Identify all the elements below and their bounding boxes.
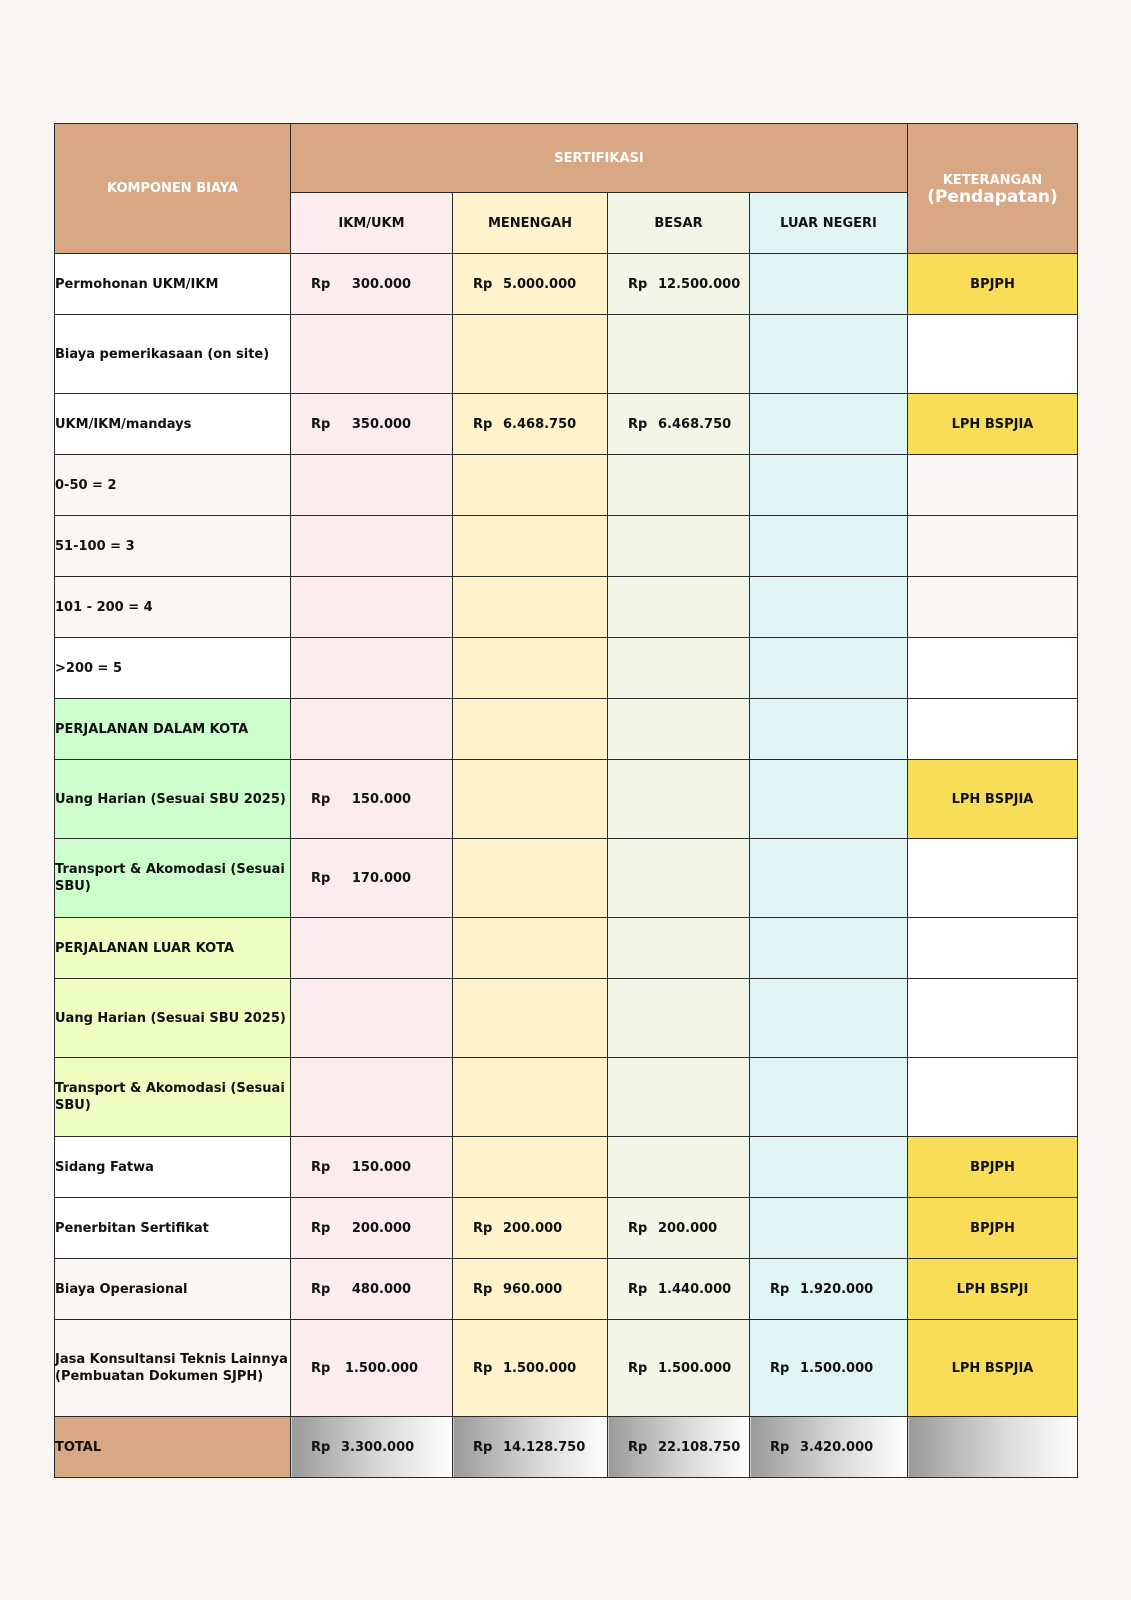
cell-bes bbox=[608, 1259, 750, 1320]
header-keterangan-sub: (Pendapatan) bbox=[927, 186, 1058, 207]
currency-label: Rp bbox=[311, 276, 331, 292]
total-luar bbox=[750, 1417, 908, 1478]
row-keterangan: BPJPH bbox=[908, 254, 1078, 315]
amount: 170.000 bbox=[351, 870, 412, 886]
amount: 150.000 bbox=[351, 791, 412, 807]
cost-table bbox=[54, 123, 1078, 1478]
amount: 150.000 bbox=[351, 1159, 412, 1175]
row-keterangan: LPH BSPJIA bbox=[908, 394, 1078, 455]
cell-men-empty bbox=[453, 577, 608, 638]
money-value bbox=[291, 1360, 452, 1377]
table-row bbox=[55, 1137, 1078, 1198]
amount: 14.128.750 bbox=[503, 1439, 586, 1455]
total-label: TOTAL bbox=[55, 1417, 291, 1478]
cell-ikm-empty bbox=[291, 1058, 453, 1137]
cell-ikm bbox=[291, 1320, 453, 1417]
currency-label: Rp bbox=[628, 1360, 648, 1376]
row-label: Sidang Fatwa bbox=[55, 1137, 291, 1198]
cell-luar bbox=[750, 1259, 908, 1320]
row-keterangan: LPH BSPJI bbox=[908, 1259, 1078, 1320]
cell-bes bbox=[608, 394, 750, 455]
currency-label: Rp bbox=[311, 1439, 331, 1455]
money-value bbox=[453, 1360, 607, 1377]
cell-ikm bbox=[291, 1198, 453, 1259]
row-label: PERJALANAN DALAM KOTA bbox=[55, 699, 291, 760]
cell-luar-empty bbox=[750, 839, 908, 918]
cell-bes bbox=[608, 254, 750, 315]
row-label: PERJALANAN LUAR KOTA bbox=[55, 918, 291, 979]
amount: 1.440.000 bbox=[658, 1281, 732, 1297]
money-value bbox=[608, 1360, 749, 1377]
money-value bbox=[291, 1159, 452, 1176]
cell-luar-empty bbox=[750, 1058, 908, 1137]
row-label: Uang Harian (Sesuai SBU 2025) bbox=[55, 760, 291, 839]
table-row bbox=[55, 1058, 1078, 1137]
row-keterangan bbox=[908, 979, 1078, 1058]
row-label: Biaya Operasional bbox=[55, 1259, 291, 1320]
header-keterangan bbox=[908, 124, 1078, 254]
table-body bbox=[55, 254, 1078, 1478]
row-keterangan bbox=[908, 516, 1078, 577]
cell-bes-empty bbox=[608, 516, 750, 577]
cell-bes-empty bbox=[608, 455, 750, 516]
amount: 1.500.000 bbox=[658, 1360, 732, 1376]
money-value bbox=[453, 1439, 607, 1456]
cell-ikm-empty bbox=[291, 455, 453, 516]
currency-label: Rp bbox=[473, 276, 493, 292]
cell-men-empty bbox=[453, 455, 608, 516]
money-value bbox=[291, 870, 452, 887]
cell-luar-empty bbox=[750, 979, 908, 1058]
table-row bbox=[55, 455, 1078, 516]
row-keterangan: LPH BSPJIA bbox=[908, 1320, 1078, 1417]
money-value bbox=[291, 1220, 452, 1237]
currency-label: Rp bbox=[311, 870, 331, 886]
table-row bbox=[55, 699, 1078, 760]
currency-label: Rp bbox=[311, 1159, 331, 1175]
currency-label: Rp bbox=[473, 1439, 493, 1455]
total-row bbox=[55, 1417, 1078, 1478]
amount: 480.000 bbox=[351, 1281, 412, 1297]
row-label: 101 - 200 = 4 bbox=[55, 577, 291, 638]
currency-label: Rp bbox=[770, 1360, 790, 1376]
cell-luar-empty bbox=[750, 638, 908, 699]
money-value bbox=[453, 276, 607, 293]
row-label: 51-100 = 3 bbox=[55, 516, 291, 577]
row-keterangan bbox=[908, 315, 1078, 394]
header-col-besar: BESAR bbox=[608, 193, 750, 254]
money-value bbox=[608, 1439, 749, 1456]
amount: 350.000 bbox=[351, 416, 412, 432]
table-row bbox=[55, 315, 1078, 394]
total-ikm bbox=[291, 1417, 453, 1478]
cell-luar-empty bbox=[750, 516, 908, 577]
header-komponen-biaya: KOMPONEN BIAYA bbox=[55, 124, 291, 254]
amount: 3.300.000 bbox=[341, 1439, 415, 1455]
money-value bbox=[291, 1281, 452, 1298]
table-row bbox=[55, 516, 1078, 577]
total-bes bbox=[608, 1417, 750, 1478]
header-col-menengah: MENENGAH bbox=[453, 193, 608, 254]
cell-men bbox=[453, 1320, 608, 1417]
cell-ikm-empty bbox=[291, 577, 453, 638]
row-label: 0-50 = 2 bbox=[55, 455, 291, 516]
currency-label: Rp bbox=[311, 416, 331, 432]
cell-ikm-empty bbox=[291, 979, 453, 1058]
amount: 300.000 bbox=[351, 276, 412, 292]
cell-ikm-empty bbox=[291, 918, 453, 979]
cell-luar-empty bbox=[750, 1137, 908, 1198]
cell-ikm bbox=[291, 1137, 453, 1198]
currency-label: Rp bbox=[628, 1439, 648, 1455]
row-label: Jasa Konsultansi Teknis Lainnya (Pembuatan Dokumen SJPH) bbox=[55, 1320, 291, 1417]
cell-men-empty bbox=[453, 699, 608, 760]
cell-luar-empty bbox=[750, 760, 908, 839]
table-row bbox=[55, 254, 1078, 315]
money-value bbox=[750, 1360, 907, 1377]
total-men bbox=[453, 1417, 608, 1478]
amount: 200.000 bbox=[658, 1220, 718, 1236]
cell-men-empty bbox=[453, 638, 608, 699]
header-col-luar-negeri: LUAR NEGERI bbox=[750, 193, 908, 254]
cell-luar-empty bbox=[750, 699, 908, 760]
amount: 3.420.000 bbox=[800, 1439, 874, 1455]
cell-bes bbox=[608, 1320, 750, 1417]
amount: 1.920.000 bbox=[800, 1281, 874, 1297]
cell-ikm-empty bbox=[291, 516, 453, 577]
cell-men-empty bbox=[453, 839, 608, 918]
header-keterangan-title: KETERANGAN bbox=[942, 172, 1043, 188]
currency-label: Rp bbox=[473, 1281, 493, 1297]
money-value bbox=[750, 1439, 907, 1456]
cell-bes-empty bbox=[608, 839, 750, 918]
row-label: UKM/IKM/mandays bbox=[55, 394, 291, 455]
row-label: Biaya pemerikasaan (on site) bbox=[55, 315, 291, 394]
table-row bbox=[55, 394, 1078, 455]
row-label: Transport & Akomodasi (Sesuai SBU) bbox=[55, 839, 291, 918]
cell-ikm bbox=[291, 760, 453, 839]
money-value bbox=[608, 276, 749, 293]
amount: 1.500.000 bbox=[503, 1360, 577, 1376]
row-keterangan: LPH BSPJIA bbox=[908, 760, 1078, 839]
cell-bes-empty bbox=[608, 315, 750, 394]
table-row bbox=[55, 1320, 1078, 1417]
amount: 5.000.000 bbox=[503, 276, 577, 292]
currency-label: Rp bbox=[628, 416, 648, 432]
row-keterangan bbox=[908, 839, 1078, 918]
table-row bbox=[55, 918, 1078, 979]
currency-label: Rp bbox=[770, 1281, 790, 1297]
cell-bes-empty bbox=[608, 577, 750, 638]
cell-men-empty bbox=[453, 1137, 608, 1198]
cell-ikm-empty bbox=[291, 315, 453, 394]
currency-label: Rp bbox=[628, 1281, 648, 1297]
cell-men bbox=[453, 1259, 608, 1320]
row-keterangan bbox=[908, 1058, 1078, 1137]
cell-ikm bbox=[291, 394, 453, 455]
cell-men-empty bbox=[453, 1058, 608, 1137]
cell-men bbox=[453, 394, 608, 455]
table-row bbox=[55, 577, 1078, 638]
amount: 6.468.750 bbox=[658, 416, 732, 432]
cell-men bbox=[453, 254, 608, 315]
currency-label: Rp bbox=[770, 1439, 790, 1455]
row-keterangan bbox=[908, 455, 1078, 516]
amount: 960.000 bbox=[503, 1281, 563, 1297]
cell-luar-empty bbox=[750, 315, 908, 394]
money-value bbox=[291, 1439, 452, 1456]
row-keterangan bbox=[908, 918, 1078, 979]
table-row bbox=[55, 1198, 1078, 1259]
table-row bbox=[55, 1259, 1078, 1320]
cell-men-empty bbox=[453, 315, 608, 394]
currency-label: Rp bbox=[473, 1220, 493, 1236]
cell-bes-empty bbox=[608, 1137, 750, 1198]
cell-luar-empty bbox=[750, 254, 908, 315]
cell-bes-empty bbox=[608, 1058, 750, 1137]
currency-label: Rp bbox=[311, 1360, 331, 1376]
row-label: Penerbitan Sertifikat bbox=[55, 1198, 291, 1259]
cell-men-empty bbox=[453, 918, 608, 979]
cell-ikm-empty bbox=[291, 638, 453, 699]
table-row bbox=[55, 839, 1078, 918]
money-value bbox=[453, 416, 607, 433]
table-row bbox=[55, 979, 1078, 1058]
row-label: >200 = 5 bbox=[55, 638, 291, 699]
money-value bbox=[291, 276, 452, 293]
cell-ikm-empty bbox=[291, 699, 453, 760]
cell-luar-empty bbox=[750, 1198, 908, 1259]
currency-label: Rp bbox=[628, 1220, 648, 1236]
currency-label: Rp bbox=[473, 416, 493, 432]
header-sertifikasi: SERTIFIKASI bbox=[291, 124, 908, 193]
row-keterangan bbox=[908, 577, 1078, 638]
row-label: Transport & Akomodasi (Sesuai SBU) bbox=[55, 1058, 291, 1137]
money-value bbox=[608, 416, 749, 433]
currency-label: Rp bbox=[311, 1281, 331, 1297]
table-row bbox=[55, 638, 1078, 699]
header-col-ikm-ukm: IKM/UKM bbox=[291, 193, 453, 254]
cell-bes-empty bbox=[608, 918, 750, 979]
amount: 200.000 bbox=[351, 1220, 412, 1236]
amount: 200.000 bbox=[503, 1220, 563, 1236]
total-keterangan bbox=[908, 1417, 1078, 1478]
cell-bes-empty bbox=[608, 760, 750, 839]
cell-bes bbox=[608, 1198, 750, 1259]
row-keterangan: BPJPH bbox=[908, 1137, 1078, 1198]
currency-label: Rp bbox=[473, 1360, 493, 1376]
cell-men bbox=[453, 1198, 608, 1259]
cell-bes-empty bbox=[608, 699, 750, 760]
row-keterangan: BPJPH bbox=[908, 1198, 1078, 1259]
amount: 12.500.000 bbox=[658, 276, 741, 292]
currency-label: Rp bbox=[311, 791, 331, 807]
cell-bes-empty bbox=[608, 638, 750, 699]
cell-men-empty bbox=[453, 760, 608, 839]
amount: 6.468.750 bbox=[503, 416, 577, 432]
money-value bbox=[291, 791, 452, 808]
money-value bbox=[750, 1281, 907, 1298]
money-value bbox=[453, 1281, 607, 1298]
cell-men-empty bbox=[453, 979, 608, 1058]
money-value bbox=[608, 1220, 749, 1237]
money-value bbox=[453, 1220, 607, 1237]
currency-label: Rp bbox=[311, 1220, 331, 1236]
cell-luar bbox=[750, 1320, 908, 1417]
currency-label: Rp bbox=[628, 276, 648, 292]
amount: 22.108.750 bbox=[658, 1439, 741, 1455]
cell-bes-empty bbox=[608, 979, 750, 1058]
amount: 1.500.000 bbox=[344, 1360, 419, 1376]
money-value bbox=[291, 416, 452, 433]
row-label: Uang Harian (Sesuai SBU 2025) bbox=[55, 979, 291, 1058]
cell-ikm bbox=[291, 839, 453, 918]
cell-men-empty bbox=[453, 516, 608, 577]
cell-luar-empty bbox=[750, 394, 908, 455]
row-keterangan bbox=[908, 699, 1078, 760]
amount: 1.500.000 bbox=[800, 1360, 874, 1376]
cell-luar-empty bbox=[750, 455, 908, 516]
row-label: Permohonan UKM/IKM bbox=[55, 254, 291, 315]
cell-ikm bbox=[291, 1259, 453, 1320]
cell-luar-empty bbox=[750, 577, 908, 638]
table-row bbox=[55, 760, 1078, 839]
cell-ikm bbox=[291, 254, 453, 315]
row-keterangan bbox=[908, 638, 1078, 699]
cell-luar-empty bbox=[750, 918, 908, 979]
money-value bbox=[608, 1281, 749, 1298]
